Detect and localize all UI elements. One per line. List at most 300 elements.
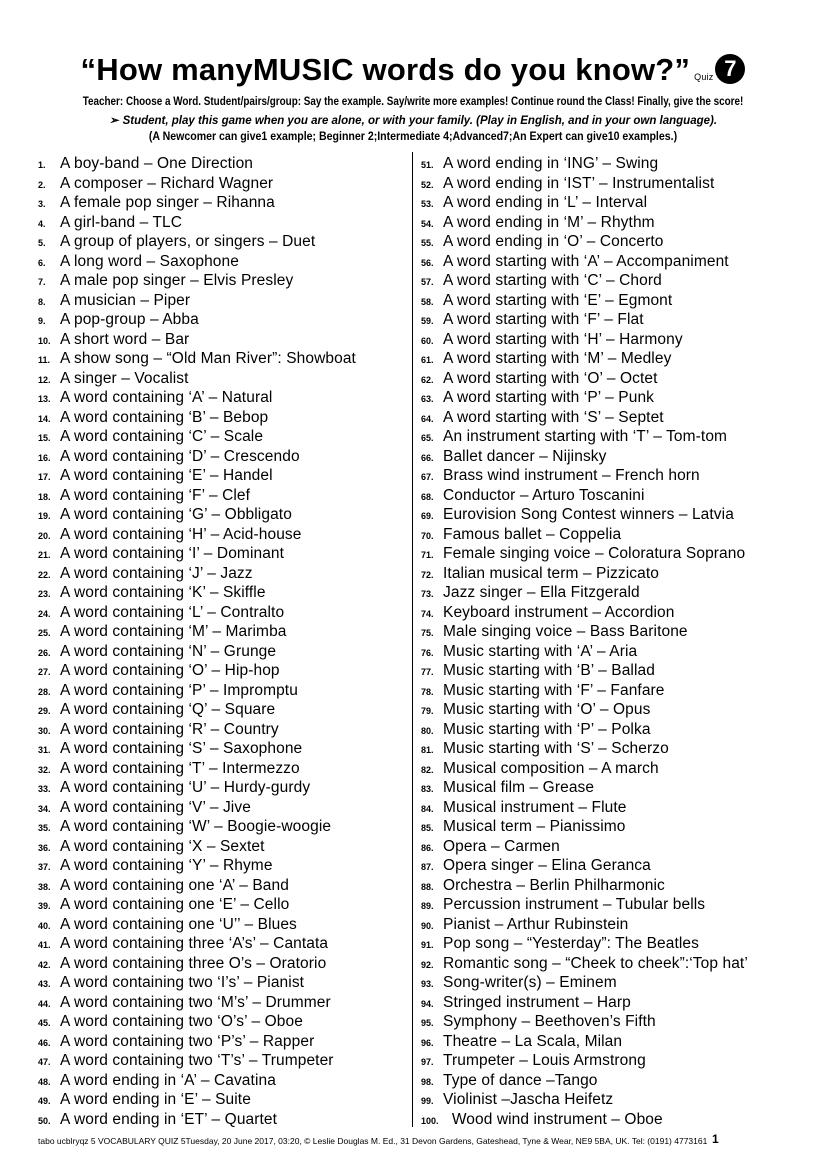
item-number: 40. — [38, 920, 51, 931]
list-item — [421, 349, 801, 369]
item-text: Jazz singer – Ella Fitzgerald — [443, 584, 640, 601]
list-item — [421, 154, 801, 174]
item-number: 6. — [38, 257, 46, 268]
list-item — [38, 174, 408, 194]
item-number: 58. — [421, 296, 434, 307]
item-number: 82. — [421, 764, 434, 775]
item-text: A word starting with ‘S’ – Septet — [443, 408, 664, 426]
item-text: A word containing ‘L’ – Contralto — [60, 603, 285, 621]
item-number: 31. — [38, 745, 51, 755]
item-text: A word containing two ‘O’s’ – Oboe — [60, 1013, 303, 1030]
list-item — [38, 232, 408, 252]
list-item — [421, 213, 801, 233]
list-item — [38, 622, 408, 642]
list-item — [38, 1032, 408, 1052]
list-item — [421, 583, 801, 603]
item-text: Musical composition – A march — [443, 759, 659, 777]
item-number: 66. — [421, 452, 434, 463]
item-text: Keyboard instrument – Accordion — [443, 603, 675, 621]
item-number: 62. — [421, 374, 434, 385]
list-item — [421, 1071, 801, 1091]
right-column — [421, 154, 801, 1129]
item-number: 23. — [38, 589, 51, 599]
item-number: 88. — [421, 881, 434, 892]
column-divider — [412, 152, 413, 1127]
item-number: 13. — [38, 394, 51, 404]
list-item — [421, 447, 801, 467]
list-item — [38, 1012, 408, 1032]
item-number: 98. — [421, 1076, 434, 1087]
list-item — [421, 622, 801, 642]
item-text: Percussion instrument – Tubular bells — [443, 896, 706, 913]
list-item — [38, 1110, 408, 1130]
list-item — [38, 700, 408, 720]
item-number: 87. — [421, 862, 434, 872]
list-item — [38, 330, 408, 350]
list-item — [421, 603, 801, 623]
item-text: Male singing voice – Bass Baritone — [443, 623, 688, 640]
item-number: 17. — [38, 472, 51, 482]
item-text: A word starting with ‘E’ – Egmont — [443, 291, 673, 309]
item-text: A girl-band – TLC — [60, 213, 183, 231]
item-text: A singer – Vocalist — [60, 369, 189, 387]
list-item — [421, 915, 801, 935]
list-item — [421, 1012, 801, 1032]
list-item — [38, 505, 408, 525]
list-item — [38, 525, 408, 545]
item-number: 34. — [38, 803, 51, 814]
item-number: 5. — [38, 238, 46, 248]
item-number: 75. — [421, 628, 434, 638]
list-item — [38, 271, 408, 291]
item-text: A word starting with ‘P’ – Punk — [443, 389, 655, 406]
item-text: A long word – Saxophone — [60, 252, 239, 270]
list-item — [38, 1090, 408, 1110]
list-item — [421, 330, 801, 350]
item-number: 38. — [38, 881, 51, 892]
arrow-icon: ➢ — [108, 115, 119, 127]
item-text: Theatre – La Scala, Milan — [443, 1032, 623, 1050]
list-item — [38, 642, 408, 662]
item-number: 85. — [421, 823, 434, 833]
list-item — [38, 915, 408, 935]
list-item — [38, 1051, 408, 1071]
item-number: 78. — [421, 686, 434, 697]
item-text: Music starting with ‘P’ – Polka — [443, 720, 651, 738]
item-text: Eurovision Song Contest winners – Latvia — [443, 506, 734, 523]
item-text: A word containing ‘F’ – Clef — [60, 486, 251, 504]
item-number: 11. — [38, 355, 51, 365]
item-number: 64. — [421, 413, 434, 424]
item-text: A word starting with ‘C’ – Chord — [443, 272, 662, 289]
list-item — [421, 232, 801, 252]
list-item — [421, 369, 801, 389]
list-item — [421, 1110, 801, 1130]
list-item — [38, 1071, 408, 1091]
item-text: Symphony – Beethoven’s Fifth — [443, 1013, 656, 1030]
item-text: Female singing voice – Coloratura Soprano — [443, 545, 746, 562]
list-item — [421, 759, 801, 779]
item-number: 18. — [38, 491, 51, 502]
item-text: Pop song – “Yesterday”: The Beatles — [443, 935, 699, 952]
item-text: A word containing one ‘U’’ – Blues — [60, 915, 297, 933]
list-item — [421, 486, 801, 506]
list-item — [38, 564, 408, 584]
item-text: A word starting with ‘A’ – Accompaniment — [443, 252, 729, 270]
list-item — [421, 466, 801, 486]
item-text: Famous ballet – Coppelia — [443, 525, 622, 543]
item-text: A word containing two ‘I’s’ – Pianist — [60, 974, 305, 991]
item-text: A pop-group – Abba — [60, 311, 199, 328]
item-text: A word containing ‘I’ – Dominant — [60, 545, 285, 562]
item-number: 53. — [421, 199, 434, 209]
item-number: 41. — [38, 940, 51, 950]
item-number: 65. — [421, 433, 434, 443]
item-number: 67. — [421, 472, 434, 482]
item-number: 60. — [421, 335, 434, 346]
list-item — [38, 661, 408, 681]
quiz-number-badge: 7 — [715, 54, 745, 84]
list-item — [38, 154, 408, 174]
item-number: 52. — [421, 179, 434, 190]
item-text: Violinist –Jascha Heifetz — [443, 1091, 614, 1108]
list-item — [421, 661, 801, 681]
item-text: A word ending in ‘O’ – Concerto — [443, 233, 664, 250]
list-item — [38, 427, 408, 447]
item-text: Pianist – Arthur Rubinstein — [443, 915, 629, 933]
item-number: 70. — [421, 530, 434, 541]
item-number: 10. — [38, 335, 51, 346]
item-text: A short word – Bar — [60, 330, 190, 348]
item-text: A word ending in ‘A’ – Cavatina — [60, 1071, 276, 1089]
list-item — [421, 876, 801, 896]
list-item — [421, 427, 801, 447]
item-text: A word containing ‘G’ – Obbligato — [60, 506, 292, 523]
list-item — [421, 856, 801, 876]
list-item — [421, 564, 801, 584]
item-number: 1. — [38, 160, 46, 170]
item-text: Music starting with ‘S’ – Scherzo — [443, 740, 669, 757]
item-text: A word containing two ‘T’s’ – Trumpeter — [60, 1052, 334, 1069]
item-number: 33. — [38, 784, 51, 794]
list-item — [421, 739, 801, 759]
item-number: 21. — [38, 550, 51, 560]
item-number: 22. — [38, 569, 51, 580]
list-item — [38, 934, 408, 954]
item-number: 29. — [38, 706, 51, 716]
list-item — [421, 388, 801, 408]
item-number: 30. — [38, 725, 51, 736]
item-text: A word starting with ‘O’ – Octet — [443, 369, 658, 387]
item-text: A word containing ‘X – Sextet — [60, 837, 265, 855]
item-text: Musical term – Pianissimo — [443, 818, 626, 835]
item-number: 7. — [38, 277, 46, 287]
item-number: 68. — [421, 491, 434, 502]
list-item — [38, 876, 408, 896]
item-text: A word containing three O’s – Oratorio — [60, 954, 327, 972]
item-number: 79. — [421, 706, 434, 716]
item-number: 91. — [421, 940, 434, 950]
item-text: Opera – Carmen — [443, 837, 560, 855]
item-number: 49. — [38, 1096, 51, 1106]
item-number: 54. — [421, 218, 434, 229]
student-instructions-text: Student, play this game when you are alone, or with your family. (Play in English, and in your own language). — [122, 115, 718, 127]
item-text: A word containing ‘S’ – Saxophone — [60, 740, 303, 757]
item-text: A show song – “Old Man River”: Showboat — [60, 350, 356, 367]
list-item — [38, 388, 408, 408]
item-number: 56. — [421, 257, 434, 268]
item-number: 61. — [421, 355, 434, 365]
item-text: A word containing ‘C’ – Scale — [60, 428, 264, 445]
list-item — [38, 252, 408, 272]
item-number: 63. — [421, 394, 434, 404]
list-item — [421, 642, 801, 662]
list-item — [38, 466, 408, 486]
item-number: 27. — [38, 667, 51, 677]
item-text: Romantic song – “Cheek to cheek”:‘Top hat’ — [443, 954, 748, 972]
item-text: Brass wind instrument – French horn — [443, 467, 700, 484]
list-item — [421, 837, 801, 857]
list-item — [38, 817, 408, 837]
item-text: A word containing ‘P’ – Impromptu — [60, 681, 298, 699]
item-text: A word containing ‘V’ – Jive — [60, 798, 251, 816]
item-number: 44. — [38, 998, 51, 1009]
item-text: A musician – Piper — [60, 291, 191, 309]
item-number: 46. — [38, 1037, 51, 1048]
list-item — [421, 1051, 801, 1071]
item-number: 39. — [38, 901, 51, 911]
item-text: A word ending in ‘E’ – Suite — [60, 1091, 251, 1108]
item-number: 86. — [421, 842, 434, 853]
list-item — [38, 583, 408, 603]
item-text: A word containing ‘R’ – Country — [60, 720, 279, 738]
item-text: Music starting with ‘A’ – Aria — [443, 642, 638, 660]
item-number: 71. — [421, 550, 434, 560]
item-text: Italian musical term – Pizzicato — [443, 564, 659, 582]
item-number: 94. — [421, 998, 434, 1009]
title-text: “How manyMUSIC words do you know?” — [80, 52, 691, 87]
list-item — [38, 486, 408, 506]
list-item — [38, 778, 408, 798]
list-item — [421, 193, 801, 213]
item-number: 59. — [421, 316, 434, 326]
list-item — [38, 856, 408, 876]
item-number: 9. — [38, 316, 46, 326]
item-text: A word starting with ‘F’ – Flat — [443, 311, 644, 328]
item-number: 48. — [38, 1076, 51, 1087]
item-text: A word containing ‘Y’ – Rhyme — [60, 857, 273, 874]
list-item — [421, 408, 801, 428]
item-number: 83. — [421, 784, 434, 794]
item-text: A word starting with ‘H’ – Harmony — [443, 330, 683, 348]
item-text: A word containing ‘Q’ – Square — [60, 701, 276, 718]
list-item — [421, 993, 801, 1013]
footer-text: tabo ucblryqz 5 VOCABULARY QUIZ 5Tuesday, 20 June 2017, 03:20, © Leslie Douglas M. Ed., 31 Devon Gardens, Gateshead, Tyne & Wear, NE9 5BA, UK. Tel: (0191) 4773161 — [38, 1136, 708, 1146]
item-number: 95. — [421, 1018, 434, 1028]
list-item — [421, 700, 801, 720]
worksheet-title — [0, 52, 826, 88]
list-item — [38, 544, 408, 564]
item-text: A word containing ‘M’ – Marimba — [60, 623, 287, 640]
list-item — [421, 1032, 801, 1052]
item-number: 51. — [421, 160, 434, 170]
list-item — [421, 798, 801, 818]
item-number: 81. — [421, 745, 434, 755]
teacher-instructions: Teacher: Choose a Word. Student/pairs/group: Say the example. Say/write more examples! Continue round the Class! Finally, give the score! — [82, 96, 744, 108]
item-text: A group of players, or singers – Duet — [60, 233, 316, 250]
item-text: Music starting with ‘B’ – Ballad — [443, 662, 655, 679]
item-text: Conductor – Arturo Toscanini — [443, 486, 645, 504]
item-number: 3. — [38, 199, 46, 209]
item-text: Music starting with ‘F’ – Fanfare — [443, 681, 665, 699]
item-number: 8. — [38, 296, 46, 307]
item-text: A word ending in ‘ET’ – Quartet — [60, 1110, 278, 1128]
item-text: Musical instrument – Flute — [443, 798, 627, 816]
item-text: Type of dance –Tango — [443, 1071, 598, 1089]
item-text: A word containing ‘D’ – Crescendo — [60, 447, 300, 465]
item-text: A boy-band – One Direction — [60, 155, 254, 172]
item-text: A word containing ‘B’ – Bebop — [60, 408, 269, 426]
item-text: A word containing ‘W’ – Boogie-woogie — [60, 818, 332, 835]
item-text: Orchestra – Berlin Philharmonic — [443, 876, 665, 894]
item-text: A female pop singer – Rihanna — [60, 194, 275, 211]
item-text: A word ending in ‘IST’ – Instrumentalist — [443, 174, 715, 192]
item-text: A word ending in ‘L’ – Interval — [443, 194, 648, 211]
list-item — [421, 252, 801, 272]
list-item — [38, 408, 408, 428]
item-number: 89. — [421, 901, 434, 911]
list-item — [38, 837, 408, 857]
item-number: 25. — [38, 628, 51, 638]
item-number: 69. — [421, 511, 434, 521]
item-text: A word containing two ‘M’s’ – Drummer — [60, 993, 331, 1011]
item-text: Wood wind instrument – Oboe — [443, 1110, 663, 1128]
list-item — [38, 603, 408, 623]
list-item — [38, 310, 408, 330]
item-text: Ballet dancer – Nijinsky — [443, 447, 607, 465]
item-text: A word ending in ‘M’ – Rhythm — [443, 213, 655, 231]
list-item — [421, 778, 801, 798]
list-item — [38, 739, 408, 759]
item-number: 15. — [38, 433, 51, 443]
list-item — [421, 973, 801, 993]
item-text: A word containing two ‘P’s’ – Rapper — [60, 1032, 315, 1050]
list-item — [421, 271, 801, 291]
item-number: 80. — [421, 725, 434, 736]
list-item — [38, 973, 408, 993]
list-item — [421, 895, 801, 915]
list-item — [421, 544, 801, 564]
item-number: 96. — [421, 1037, 434, 1048]
item-number: 43. — [38, 979, 51, 989]
item-number: 50. — [38, 1115, 51, 1126]
item-text: A word containing ‘E’ – Handel — [60, 467, 273, 484]
item-number: 16. — [38, 452, 51, 463]
item-text: Trumpeter – Louis Armstrong — [443, 1052, 646, 1069]
list-item — [38, 993, 408, 1013]
list-item — [38, 213, 408, 233]
item-number: 47. — [38, 1057, 51, 1067]
item-number: 100. — [421, 1115, 439, 1126]
item-number: 42. — [38, 959, 51, 970]
item-text: A word containing ‘T’ – Intermezzo — [60, 759, 300, 777]
list-item — [38, 798, 408, 818]
level-instructions: (A Newcomer can give1 example; Beginner 2;Intermediate 4;Advanced7;An Expert can give10 examples.) — [148, 131, 678, 143]
list-item — [421, 681, 801, 701]
item-number: 73. — [421, 589, 434, 599]
item-text: A word containing three ‘A’s’ – Cantata — [60, 935, 329, 952]
item-number: 32. — [38, 764, 51, 775]
item-number: 55. — [421, 238, 434, 248]
item-number: 28. — [38, 686, 51, 697]
item-text: A word containing ‘O’ – Hip-hop — [60, 662, 280, 679]
item-text: A word containing one ‘A’ – Band — [60, 876, 289, 894]
item-text: A word containing ‘N’ – Grunge — [60, 642, 277, 660]
item-number: 84. — [421, 803, 434, 814]
item-text: A word containing ‘H’ – Acid-house — [60, 525, 302, 543]
item-text: A word containing one ‘E’ – Cello — [60, 896, 290, 913]
item-text: A word containing ‘U’ – Hurdy-gurdy — [60, 779, 311, 796]
item-text: Opera singer – Elina Geranca — [443, 857, 651, 874]
item-number: 26. — [38, 647, 51, 658]
list-item — [421, 720, 801, 740]
item-number: 90. — [421, 920, 434, 931]
list-item — [421, 817, 801, 837]
list-item — [421, 954, 801, 974]
item-number: 99. — [421, 1096, 434, 1106]
left-column — [38, 154, 408, 1129]
item-text: A word containing ‘A’ – Natural — [60, 389, 273, 406]
item-text: A composer – Richard Wagner — [60, 174, 274, 192]
item-number: 76. — [421, 647, 434, 658]
list-item — [421, 310, 801, 330]
list-item — [38, 720, 408, 740]
item-text: An instrument starting with ‘T’ – Tom-tom — [443, 428, 728, 445]
list-item — [38, 954, 408, 974]
item-number: 35. — [38, 823, 51, 833]
item-number: 24. — [38, 608, 51, 619]
item-number: 77. — [421, 667, 434, 677]
item-number: 74. — [421, 608, 434, 619]
item-number: 93. — [421, 979, 434, 989]
item-text: Musical film – Grease — [443, 779, 595, 796]
list-item — [38, 369, 408, 389]
list-item — [421, 525, 801, 545]
item-number: 36. — [38, 842, 51, 853]
item-number: 19. — [38, 511, 51, 521]
item-number: 20. — [38, 530, 51, 541]
list-item — [421, 1090, 801, 1110]
list-item — [38, 193, 408, 213]
list-item — [38, 759, 408, 779]
item-number: 45. — [38, 1018, 51, 1028]
item-number: 12. — [38, 374, 51, 385]
item-number: 2. — [38, 179, 46, 190]
item-text: A word starting with ‘M’ – Medley — [443, 350, 672, 367]
quiz-label: Quiz — [694, 72, 714, 82]
list-item — [38, 681, 408, 701]
item-text: A word ending in ‘ING’ – Swing — [443, 155, 659, 172]
list-item — [38, 895, 408, 915]
item-text: Stringed instrument – Harp — [443, 993, 631, 1011]
item-number: 14. — [38, 413, 51, 424]
item-text: A male pop singer – Elvis Presley — [60, 272, 294, 289]
list-item — [38, 349, 408, 369]
item-text: A word containing ‘K’ – Skiffle — [60, 584, 266, 601]
item-number: 92. — [421, 959, 434, 970]
item-number: 72. — [421, 569, 434, 580]
item-number: 97. — [421, 1057, 434, 1067]
